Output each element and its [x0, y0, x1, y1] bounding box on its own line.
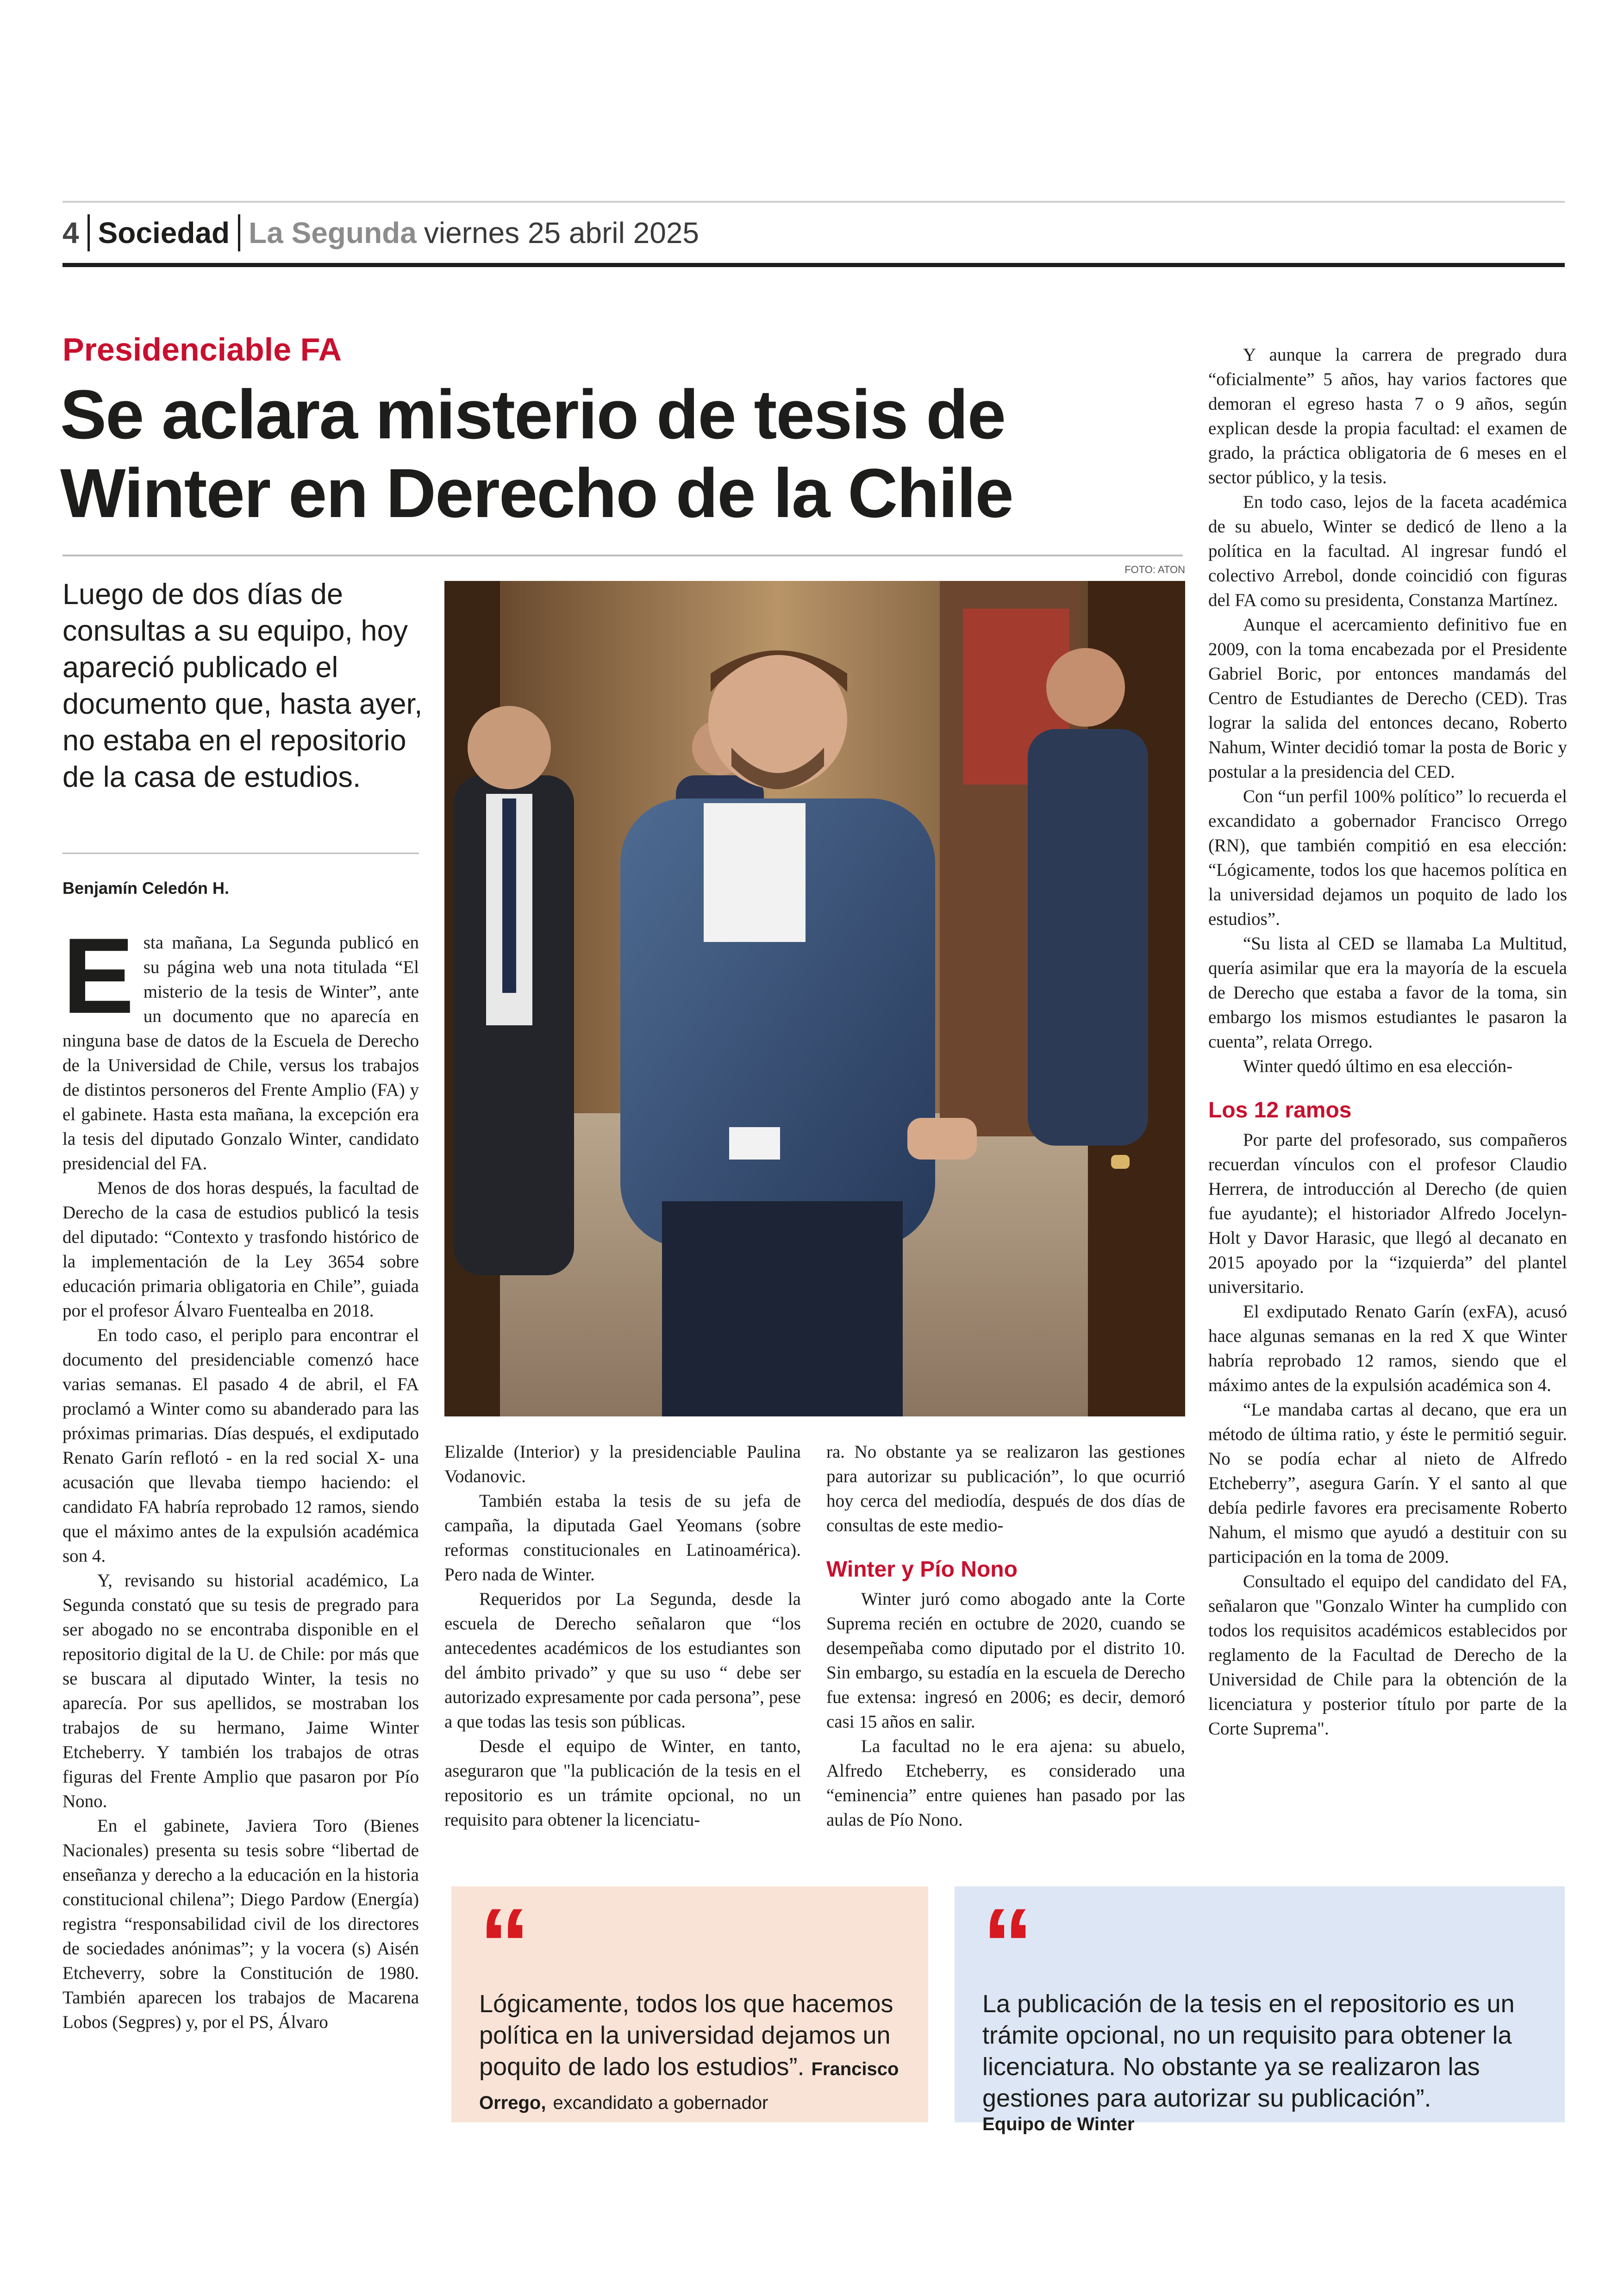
- paragraph: Winter juró como abogado ante la Corte Suprema recién en octubre de 2020, cuando se desempeñaba como diputado por el distrito 10. Sin embargo, su estadía en la escuela de Derecho fue extensa: ingresó en 2006; es decir, demoró casi 15 años en salir.: [826, 1589, 1185, 1732]
- subheading: Winter y Pío Nono: [826, 1557, 1018, 1582]
- paragraph: “Le mandaba cartas al decano, que era un método de última ratio, y éste le permitió seguir. No se podía echar al nieto de Alfredo Etcheberry”, asegura Garín. Y el santo al que debía pedirle favores era precisamente Roberto Nahum, el mismo que ayudó a destituir con su participación en la toma de 2009.: [1208, 1400, 1567, 1567]
- drop-cap: E: [62, 930, 134, 1036]
- section-name: Sociedad: [98, 216, 230, 249]
- masthead-separator: [87, 214, 90, 251]
- headline: Se aclara misterio de tesis de Winter en Derecho de la Chile: [60, 375, 1013, 532]
- photo-credit: FOTO: ATON: [1124, 564, 1185, 575]
- quote-text: Lógicamente, todos los que hacemos política en la universidad dejamos un poquito de lado los estudios”.: [479, 1990, 893, 2081]
- page-number: 4: [62, 216, 79, 249]
- body-column-4: [1208, 343, 1567, 1870]
- quote-mark-icon: “: [479, 1887, 522, 2001]
- paragraph: Consultado el equipo del candidato del FA, señalaron que "Gonzalo Winter ha cumplido con todos los requisitos académicos establecidos por reglamento de la Facultad de Derecho de la Universidad de Chile para la obtención de la licenciatura y posterior título por parte de la Corte Suprema".: [1208, 1572, 1567, 1739]
- paragraph: Y aunque la carrera de pregrado dura “oficialmente” 5 años, hay varios factores que demoran el egreso hasta 7 o 9 años, según explican desde la propia facultad: el examen de grado, la práctica obligatoria de 6 meses en el sector público, y la tesis.: [1208, 345, 1567, 487]
- photo-winter-walking: [444, 581, 1185, 1416]
- paragraph: Aunque el acercamiento definitivo fue en 2009, con la toma encabezada por el Presidente Gabriel Boric, por entonces mandamás del Centro de Estudiantes de Derecho (CED). Tras lograr la salida del entonces decano, Roberto Nahum, Winter decidió tomar la posta de Boric y postular a la presidencia del CED.: [1208, 615, 1567, 782]
- paragraph: Y, revisando su historial académico, La Segunda constató que su tesis de pregrado para ser abogado no se encontraba disponible en el repositorio digital de la U. de Chile: por más que se buscara al diputado Winter, la tesis no aparecía. Por sus apellidos, se mostraban los trabajos de su hermano, Jaime Winter Etcheberry. Y también los trabajos de otras figuras del Frente Amplio que pasaron por Pío Nono.: [62, 1571, 419, 1811]
- paragraph: ra. No obstante ya se realizaron las gestiones para autorizar su publicación”, lo que ocurrió hoy cerca del mediodía, después de dos días de consultas de este medio-: [826, 1442, 1185, 1535]
- masthead-separator: [238, 214, 240, 251]
- pull-quote-equipo-winter: [955, 1886, 1565, 2134]
- paragraph: La facultad no le era ajena: su abuelo, Alfredo Etcheberry, es considerado una “eminencia” entre quienes han pasado por las aulas de Pío Nono.: [826, 1736, 1185, 1830]
- kicker: Presidenciable FA: [62, 331, 342, 368]
- paragraph: Menos de dos horas después, la facultad de Derecho de la casa de estudios publicó la tesis del diputado: “Contexto y trasfondo histórico de la implementación de la Ley 3654 sobre educación primaria obligatoria en Chile”, guiada por el profesor Álvaro Fuentealba en 2018.: [62, 1178, 419, 1321]
- quote-author: Francisco Orrego,: [479, 2059, 899, 2113]
- body-column-3: [826, 1440, 1185, 1865]
- body-column-2: [444, 1440, 801, 1865]
- paragraph: En todo caso, lejos de la faceta académica de su abuelo, Winter se dedicó de lleno a la política en la facultad. Al ingresar fundó el colectivo Arrebol, donde coincidió con figuras del FA como su presidenta, Constanza Martínez.: [1208, 492, 1567, 610]
- paragraph: En todo caso, el periplo para encontrar el documento del presidenciable comenzó hace varias semanas. El pasado 4 de abril, el FA proclamó a Winter como su abanderado para las próximas primarias. Días después, el exdiputado Renato Garín reflotó - en la red social X- una acusación que llevaba tiempo haciendo: el candidato FA habría reprobado 12 ramos, siendo que el máximo antes de la expulsión académica son 4.: [62, 1325, 419, 1566]
- paragraph: Por parte del profesorado, sus compañeros recuerdan vínculos con el profesor Claudio Herrera, de introducción al Derecho (de quien fue ayudante); el historiador Alfredo Jocelyn-Holt y Davor Harasic, que llegó al decanato en 2015 apoyado por la “izquierda” del plantel universitario.: [1208, 1130, 1567, 1297]
- paragraph: El exdiputado Renato Garín (exFA), acusó hace algunas semanas en la red X que Winter habría reprobado 12 ramos, siendo que el máximo antes de la expulsión académica son 4.: [1208, 1302, 1567, 1395]
- subheading: Los 12 ramos: [1208, 1098, 1352, 1123]
- quote-author: Equipo de Winter: [982, 2114, 1135, 2134]
- masthead-bottom-rule: [62, 263, 1565, 267]
- byline: Benjamín Celedón H.: [62, 879, 230, 898]
- paragraph: Elizalde (Interior) y la presidenciable Paulina Vodanovic.: [444, 1442, 801, 1486]
- paragraph: Requeridos por La Segunda, desde la escuela de Derecho señalaron que “los antecedentes académicos de los estudiantes son del ámbito privado” y que su uso “ debe ser autorizado expresamente por cada persona”, pese a que todas las tesis son públicas.: [444, 1589, 801, 1732]
- paragraph: Winter quedó último en esa elección-: [1243, 1056, 1513, 1076]
- body-column-1: [62, 930, 419, 2125]
- quote-mark-icon: “: [982, 1887, 1025, 2001]
- paragraph: Desde el equipo de Winter, en tanto, aseguraron que "la publicación de la tesis en el repositorio es un trámite opcional, no un requisito para obtener la licenciatu-: [444, 1736, 801, 1830]
- paragraph: “Su lista al CED se llamaba La Multitud, quería asimilar que era la mayoría de la escuela de Derecho que estaba a favor de la toma, sin embargo los mismos estudiantes le pasaron la cuenta”, relata Orrego.: [1208, 934, 1567, 1052]
- headline-rule: [62, 555, 1183, 556]
- paragraph: En el gabinete, Javiera Toro (Bienes Nacionales) presenta su tesis sobre “libertad de enseñanza y derecho a la educación en la historia constitucional chilena”; Diego Pardow (Energía) registra “responsabilidad civil de los directores de sociedades anónimas”; y la vocera (s) Aisén Etcheverry, sobre la Constitución de 1980. También aparecen los trabajos de Macarena Lobos (Segpres) y, por el PS, Álvaro: [62, 1816, 419, 2032]
- newspaper-name: La Segunda: [249, 216, 417, 249]
- paragraph: Con “un perfil 100% político” lo recuerda el excandidato a gobernador Francisco Orrego (RN), que también compitió en esa elección: “Lógicamente, todos los que hacemos política en la universidad dejamos un poquito de lado los estudios”.: [1208, 786, 1567, 929]
- quote-author-role: excandidato a gobernador: [553, 2093, 768, 2113]
- lede-rule: [62, 853, 419, 854]
- lede: Luego de dos días de consultas a su equipo, hoy apareció publicado el documento que, hasta ayer, no estaba en el repositorio de la casa de estudios.: [62, 578, 423, 793]
- paragraph: sta mañana, La Segunda publicó en su página web una nota titulada “El misterio de la tesis de Winter”, ante un documento que no aparecía en ninguna base de datos de la Escuela de Derecho de la Universidad de Chile, versus los trabajos de distintos personeros del Frente Amplio (FA) y el gabinete. Hasta esta mañana, la excepción era la tesis del diputado Gonzalo Winter, candidato presidencial del FA.: [62, 933, 419, 1173]
- quote-text-wrapper: [479, 1988, 900, 2119]
- quote-text: La publicación de la tesis en el repositorio es un trámite opcional, no un requisito para obtener la licenciatura. No obstante ya se realizaron las gestiones para autorizar su publicación”.: [982, 1990, 1515, 2112]
- paragraph: También estaba la tesis de su jefa de campaña, la diputada Gael Yeomans (sobre reformas constitucionales en Latinoamérica). Pero nada de Winter.: [444, 1491, 801, 1584]
- article-photo: [444, 581, 1185, 1416]
- masthead: [62, 207, 699, 258]
- issue-date: viernes 25 abril 2025: [424, 216, 699, 249]
- pull-quote-orrego: [451, 1886, 928, 2122]
- masthead-top-rule: [62, 201, 1565, 203]
